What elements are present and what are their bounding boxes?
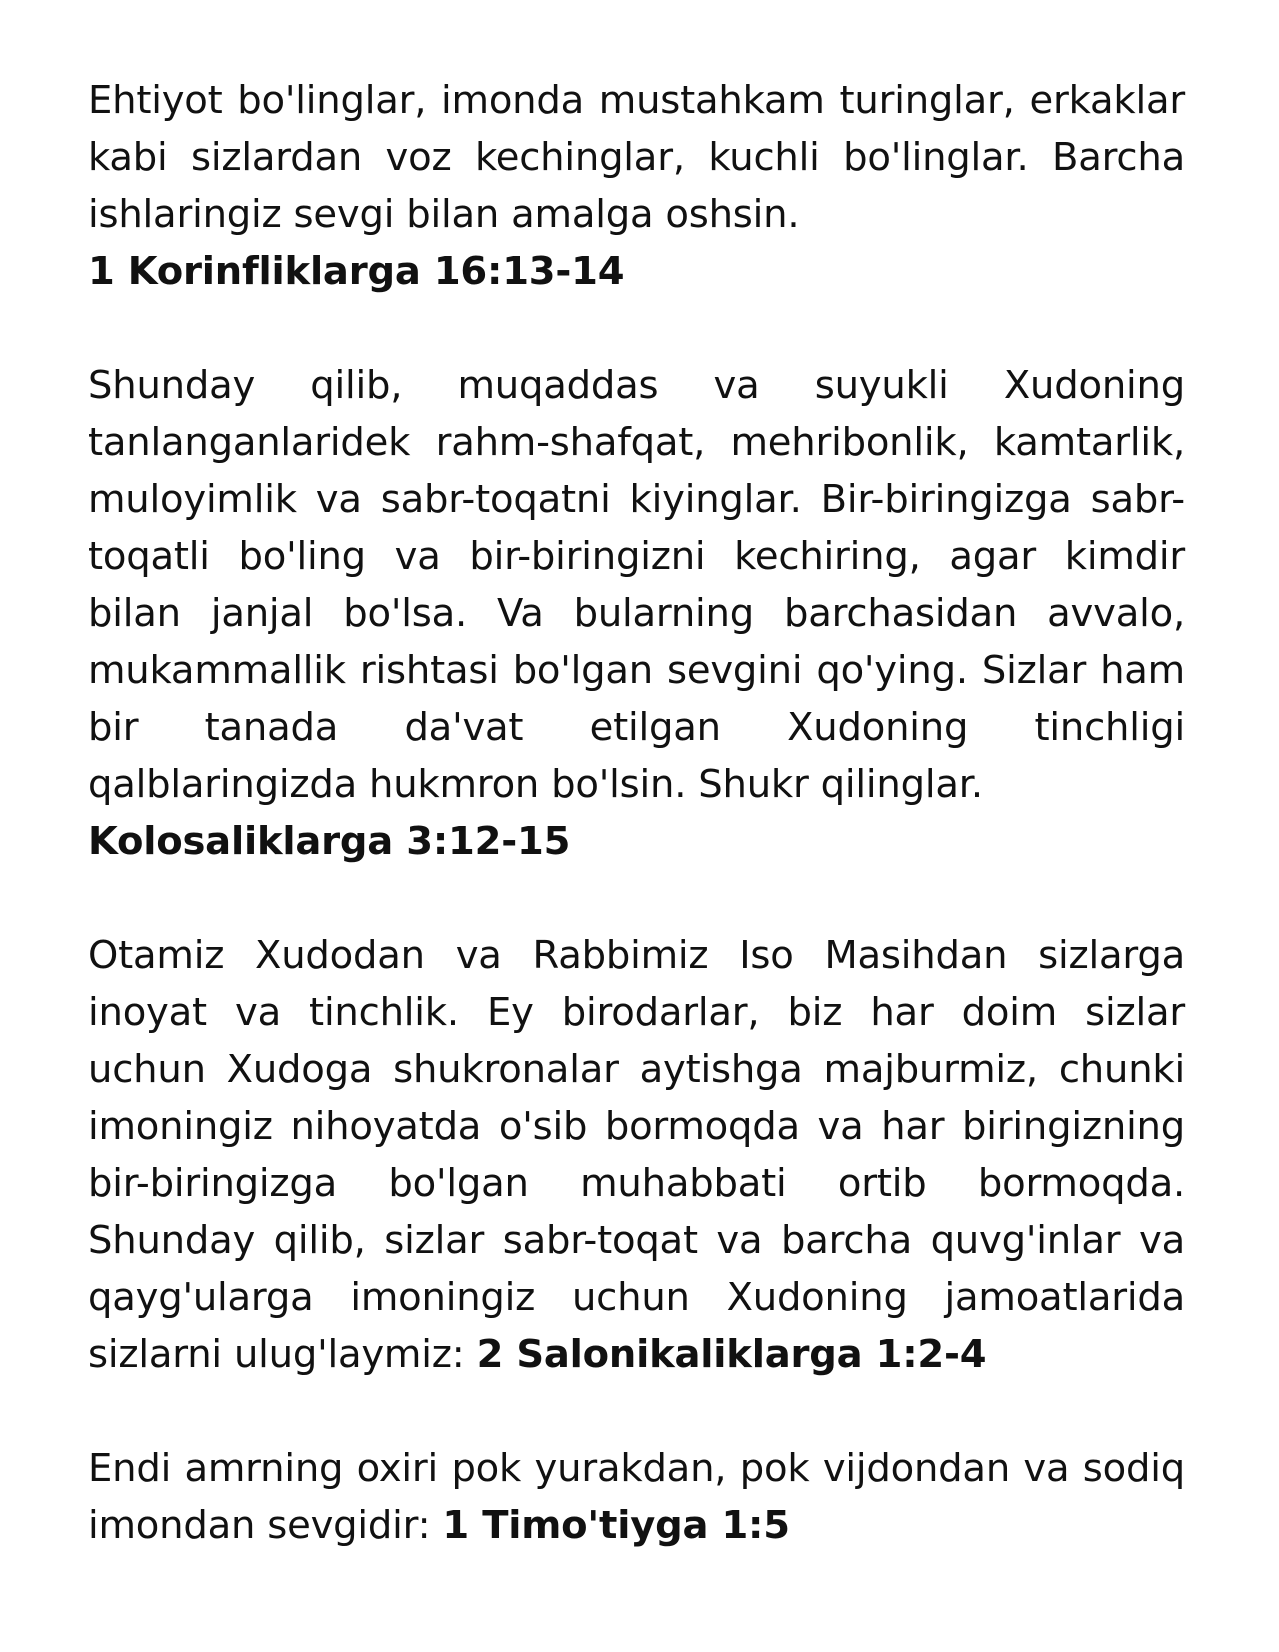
- scripture-reference: 1 Korinfliklarga 16:13-14: [88, 249, 625, 294]
- scripture-reference: 2 Salonikaliklarga 1:2-4: [476, 1332, 987, 1377]
- document-page: [88, 72, 1185, 1611]
- passage-text: Otamiz Xudodan va Rabbimiz Iso Masihdan sizlarga inoyat va tinchlik. Ey birodarlar, biz har doim sizlar uchun Xudoga shukronalar aytishga majburmiz, chunki imoningiz nihoyatda o'sib bormoqda va har biringizning bir-biringizga bo'lgan muhabbati ortib bormoqda. Shunday qilib, sizlar sabr-toqat va barcha quvg'inlar va qayg'ularga imoningiz uchun Xudoning jamoatlarida sizlarni ulug'laymiz:: [88, 933, 1185, 1377]
- passage-2: [88, 357, 1185, 870]
- passage-text: Shunday qilib, muqaddas va suyukli Xudoning tanlanganlaridek rahm-shafqat, mehribonlik, kamtarlik, muloyimlik va sabr-toqatni kiyinglar. Bir-biringizga sabr-toqatli bo'ling va bir-biringizni kechiring, agar kimdir bilan janjal bo'lsa. Va bularning barchasidan avvalo, mukammallik rishtasi bo'lgan sevgini qo'ying. Sizlar ham bir tanada da'vat etilgan Xudoning tinchligi qalblaringizda hukmron bo'lsin. Shukr qilinglar.: [88, 363, 1185, 807]
- scripture-reference: 1 Timo'tiyga 1:5: [442, 1503, 790, 1548]
- passage-4: [88, 1440, 1185, 1554]
- passage-text: Ehtiyot bo'linglar, imonda mustahkam turinglar, erkaklar kabi sizlardan voz kechinglar, kuchli bo'linglar. Barcha ishlaringiz sevgi bilan amalga oshsin.: [88, 78, 1185, 237]
- scripture-reference: Kolosaliklarga 3:12-15: [88, 819, 571, 864]
- passage-text: Endi amrning oxiri pok yurakdan, pok vijdondan va sodiq imondan sevgidir:: [88, 1446, 1185, 1548]
- passage-1: [88, 72, 1185, 300]
- passage-3: [88, 927, 1185, 1383]
